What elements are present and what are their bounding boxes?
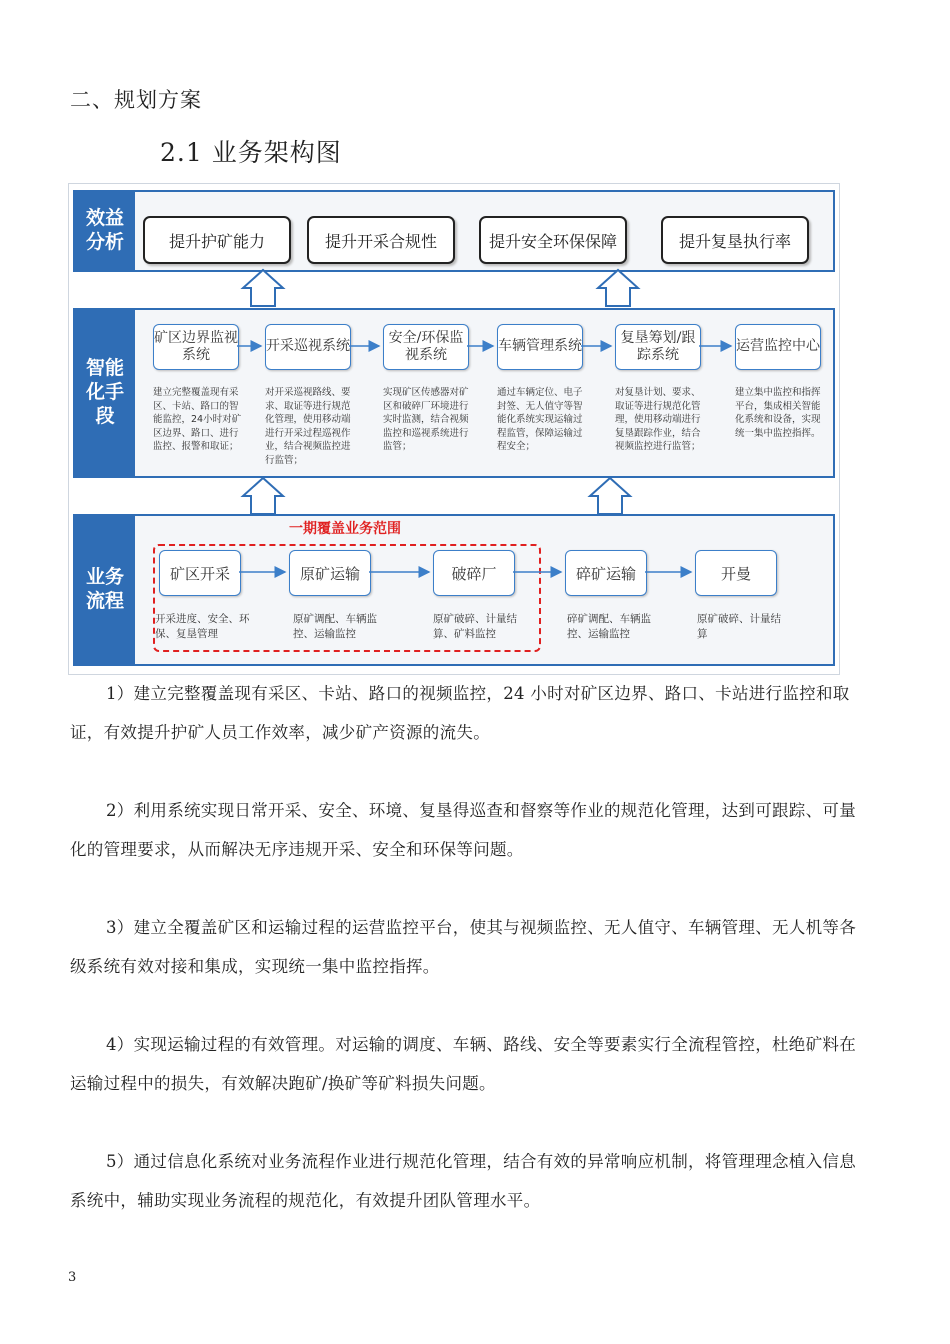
diagram-arrows (69, 184, 839, 674)
system-description: 实现矿区传感器对矿区和破碎厂环境进行实时监测，结合视频监控和巡视系统进行监管； (383, 387, 469, 452)
intelligent-band-label: 智能化手段 (75, 310, 135, 476)
paragraph: 5）通过信息化系统对业务流程作业进行规范化管理，结合有效的异常响应机制，将管理理念植入信息系统中，辅助实现业务流程的规范化，有效提升团队管理水平。 (70, 1152, 856, 1210)
page-number: 3 (68, 1270, 77, 1285)
process-step: 开曼 (695, 550, 777, 596)
up-arrow-icon (243, 478, 283, 514)
paragraph: 1）建立完整覆盖现有采区、卡站、路口的视频监控，24 小时对矿区边界、路口、卡站进行监控和取证，有效提升护矿人员工作效率，减少矿产资源的流失。 (70, 684, 850, 742)
paragraph: 2）利用系统实现日常开采、安全、环境、复垦得巡查和督察等作业的规范化管理，达到可跟踪、可量化的管理要求，从而解决无序违规开采、安全和环保等问题。 (70, 801, 856, 859)
system-box: 矿区边界监视系统 (153, 324, 239, 370)
subsection-heading: 2.1 业务架构图 (160, 138, 342, 167)
system-box: 复垦筹划/跟踪系统 (615, 324, 701, 370)
system-description: 对复垦计划、要求、取证等进行规范化管理，使用移动端进行复垦跟踪作业，结合视频监控进行监管； (615, 387, 701, 452)
process-step: 破碎厂 (433, 550, 515, 596)
process-step-description: 原矿破碎、计量结算、矿料监控 (433, 613, 517, 640)
section-heading: 二、规划方案 (70, 88, 202, 112)
up-arrow-icon (590, 478, 630, 514)
process-step-description: 原矿破碎、计量结算 (697, 613, 781, 640)
process-band-label: 业务流程 (75, 516, 135, 664)
system-box: 安全/环保监视系统 (383, 324, 469, 370)
system-description: 建立集中监控和指挥平台，集成相关智能化系统和设备，实现统一集中监控指挥。 (735, 387, 821, 439)
process-step-description: 碎矿调配、车辆监控、运输监控 (567, 613, 651, 640)
process-step: 碎矿运输 (565, 550, 647, 596)
system-description: 通过车辆定位、电子封签、无人值守等智能化系统实现运输过程监管，保障运输过程安全； (497, 387, 583, 452)
system-box: 车辆管理系统 (497, 324, 583, 370)
paragraph: 4）实现运输过程的有效管理。对运输的调度、车辆、路线、安全等要素实行全流程管控，杜绝矿料在运输过程中的损失，有效解决跑矿/换矿等矿料损失问题。 (70, 1035, 856, 1093)
process-step-description: 开采进度、安全、环保、复垦管理 (155, 613, 250, 640)
process-step: 矿区开采 (159, 550, 241, 596)
system-description: 建立完整覆盖现有采区、卡站、路口的智能监控，24小时对矿区边界、路口、进行监控、报警和取证； (153, 387, 242, 452)
paragraph: 3）建立全覆盖矿区和运输过程的运营监控平台，使其与视频监控、无人值守、车辆管理、无人机等各级系统有效对接和集成，实现统一集中监控指挥。 (70, 918, 856, 976)
up-arrow-icon (243, 270, 283, 306)
business-architecture-diagram (68, 183, 840, 675)
benefit-item: 提升复垦执行率 (661, 216, 809, 264)
process-step: 原矿运输 (289, 550, 371, 596)
benefit-band-label: 效益分析 (75, 192, 135, 270)
system-box: 运营监控中心 (735, 324, 821, 370)
process-step-description: 原矿调配、车辆监控、运输监控 (293, 613, 377, 640)
system-description: 对开采巡视路线、要求、取证等进行规范化管理，使用移动端进行开采过程巡视作业，结合视频监控进行监管； (265, 387, 351, 466)
benefit-item: 提升安全环保保障 (479, 216, 627, 264)
benefit-item: 提升护矿能力 (143, 216, 291, 264)
up-arrow-icon (598, 270, 638, 306)
benefit-item: 提升开采合规性 (307, 216, 455, 264)
scope-label: 一期覆盖业务范围 (289, 521, 401, 537)
system-box: 开采巡视系统 (265, 324, 351, 370)
